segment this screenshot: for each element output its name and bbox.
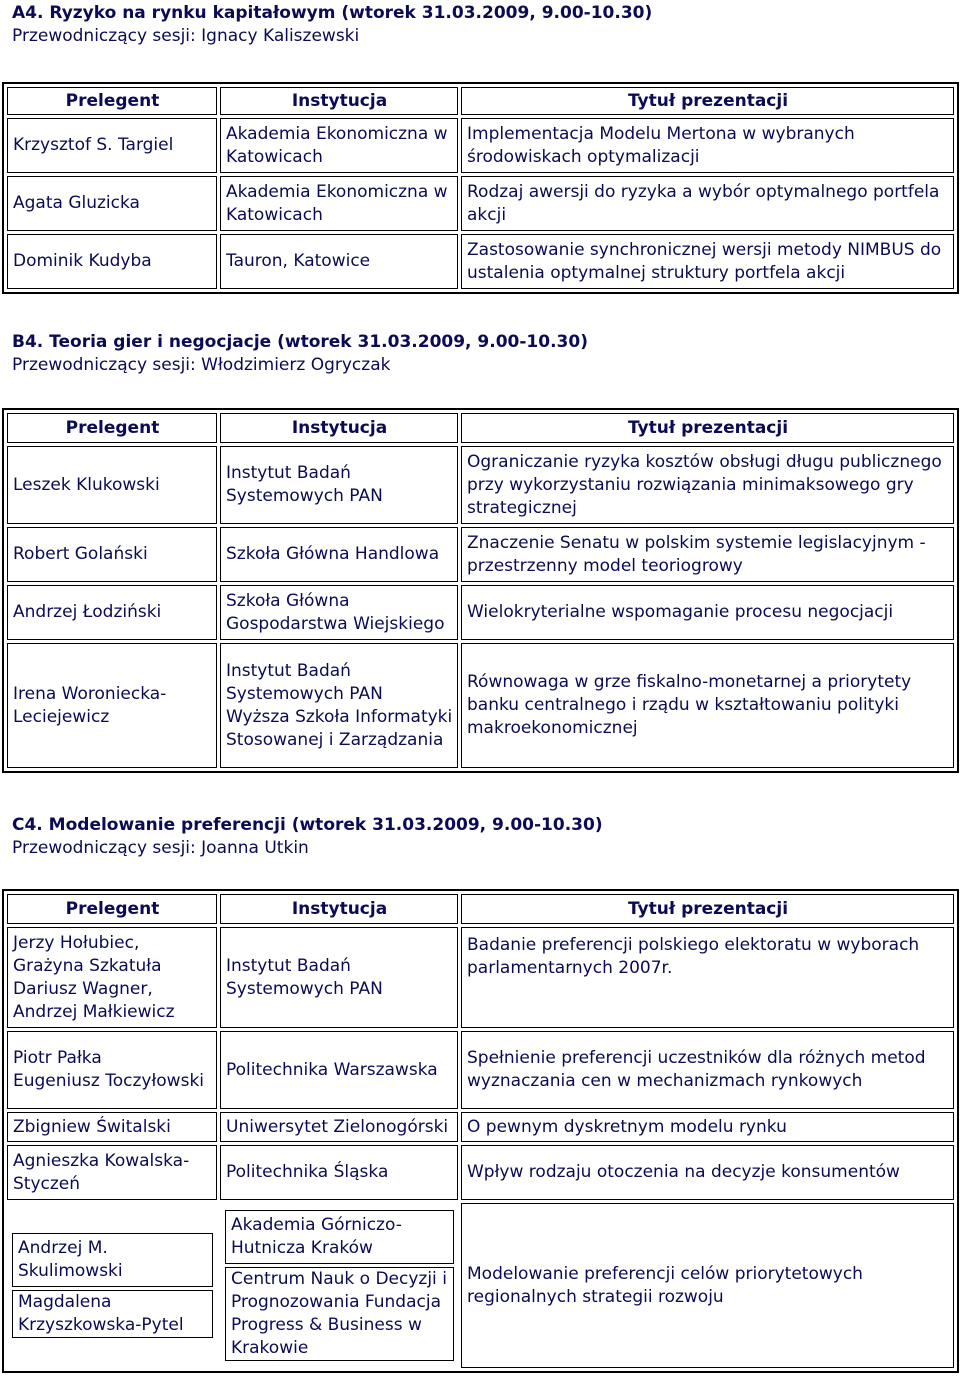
speaker-line: Piotr Pałka: [13, 1048, 102, 1068]
title-cell: Spełnienie preferencji uczestników dla różnych metod wyznaczania cen w mechanizmach rynkowych: [461, 1031, 954, 1109]
institution-cell: [220, 643, 458, 768]
title-cell: Modelowanie preferencji celów priorytetowych regionalnych strategii rozwoju: [461, 1203, 954, 1368]
institution-cell: Instytut Badań Systemowych PAN: [220, 927, 458, 1028]
institution-cell: Uniwersytet Zielonogórski: [220, 1112, 458, 1142]
institution-cell: Politechnika Śląska: [220, 1145, 458, 1200]
title-cell: Rodzaj awersji do ryzyka a wybór optymalnego portfela akcji: [461, 176, 954, 231]
speaker-cell: Andrzej Łodziński: [7, 585, 217, 640]
speaker-cell: Zbigniew Świtalski: [7, 1112, 217, 1142]
speaker-line: Andrzej Małkiewicz: [13, 1001, 175, 1022]
speaker-cell: [7, 1031, 217, 1109]
session-b4-header: [12, 331, 588, 377]
header-institution: Instytucja: [220, 87, 458, 115]
speaker-cell: Dominik Kudyba: [7, 234, 217, 289]
session-chair: Przewodniczący sesji: Włodzimierz Ogryczak: [12, 355, 391, 375]
speaker-cell: Agata Gluzicka: [7, 176, 217, 231]
table-row: [7, 1112, 954, 1142]
institution-line: Wyższa Szkoła Informatyki Stosowanej i Zarządzania: [226, 706, 453, 750]
header-institution: Instytucja: [220, 413, 458, 443]
speaker-line: Eugeniusz Toczyłowski: [13, 1071, 205, 1091]
institution-subcell: Centrum Nauk o Decyzji i Prognozowania Fundacja Progress & Business w Krakowie: [225, 1267, 454, 1361]
session-title: B4. Teoria gier i negocjacje (wtorek 31.03.2009, 9.00-10.30): [12, 332, 588, 352]
institution-cell: Tauron, Katowice: [220, 234, 458, 289]
table-row: [7, 585, 954, 640]
speaker-line: Grażyna Szkatuła: [13, 955, 162, 976]
speaker-subcell: Andrzej M. Skulimowski: [12, 1233, 213, 1287]
institution-cell: Szkoła Główna Gospodarstwa Wiejskiego: [220, 585, 458, 640]
title-cell: Równowaga w grze fiskalno-monetarnej a priorytety banku centralnego i rządu w kształtowaniu polityki makroekonomicznej: [461, 643, 954, 768]
table-row: [7, 118, 954, 173]
speaker-line: Dariusz Wagner,: [13, 978, 153, 999]
table-row: [7, 1145, 954, 1200]
institution-line: Instytut Badań Systemowych PAN: [226, 660, 383, 704]
institution-cell: Akademia Ekonomiczna w Katowicach: [220, 176, 458, 231]
title-cell: Badanie preferencji polskiego elektoratu w wyborach parlamentarnych 2007r.: [461, 927, 954, 1028]
title-cell: Wielokryterialne wspomaganie procesu negocjacji: [461, 585, 954, 640]
speaker-cell: Robert Golański: [7, 527, 217, 582]
speaker-cell: Krzysztof S. Targiel: [7, 118, 217, 173]
session-title: A4. Ryzyko na rynku kapitałowym (wtorek 31.03.2009, 9.00-10.30): [12, 3, 653, 23]
title-cell: Zastosowanie synchronicznej wersji metody NIMBUS do ustalenia optymalnej struktury portfela akcji: [461, 234, 954, 289]
header-speaker: Prelegent: [7, 87, 217, 115]
title-cell: Znaczenie Senatu w polskim systemie legislacyjnym - przestrzenny model teoriogrowy: [461, 527, 954, 582]
speaker-cell: [7, 1203, 217, 1368]
title-cell: Ograniczanie ryzyka kosztów obsługi długu publicznego przy wykorzystaniu rozwiązania minimaksowego gry strategicznej: [461, 446, 954, 524]
speaker-line: Jerzy Hołubiec,: [13, 932, 140, 953]
header-speaker: Prelegent: [7, 413, 217, 443]
table-row: [7, 1203, 954, 1368]
header-institution: Instytucja: [220, 894, 458, 924]
session-c4-header: [12, 814, 603, 860]
header-title: Tytuł prezentacji: [461, 87, 954, 115]
institution-cell: [220, 1203, 458, 1368]
table-row: [7, 234, 954, 289]
table-row: [7, 446, 954, 524]
table-row: [7, 927, 954, 1028]
session-chair: Przewodniczący sesji: Joanna Utkin: [12, 838, 309, 858]
session-title: C4. Modelowanie preferencji (wtorek 31.03.2009, 9.00-10.30): [12, 815, 603, 835]
session-a4-header: [12, 2, 652, 48]
speaker-cell: [7, 927, 217, 1028]
institution-cell: Akademia Ekonomiczna w Katowicach: [220, 118, 458, 173]
speaker-subtable: [12, 1230, 213, 1341]
speaker-cell: Irena Woroniecka-Leciejewicz: [7, 643, 217, 768]
header-speaker: Prelegent: [7, 894, 217, 924]
session-a4-table: [2, 82, 959, 294]
speaker-cell: Leszek Klukowski: [7, 446, 217, 524]
title-cell: O pewnym dyskretnym modelu rynku: [461, 1112, 954, 1142]
institution-cell: Szkoła Główna Handlowa: [220, 527, 458, 582]
table-row: [7, 1031, 954, 1109]
table-row: [7, 527, 954, 582]
session-chair: Przewodniczący sesji: Ignacy Kaliszewski: [12, 26, 360, 46]
table-row: [7, 176, 954, 231]
table-row: [7, 643, 954, 768]
speaker-subcell: Magdalena Krzyszkowska-Pytel: [12, 1290, 213, 1338]
session-c4-table: [2, 889, 959, 1373]
speaker-cell: Agnieszka Kowalska-Styczeń: [7, 1145, 217, 1200]
session-b4-table: [2, 408, 959, 773]
title-cell: Implementacja Modelu Mertona w wybranych środowiskach optymalizacji: [461, 118, 954, 173]
institution-subtable: [225, 1207, 454, 1364]
institution-cell: Politechnika Warszawska: [220, 1031, 458, 1109]
title-cell: Wpływ rodzaju otoczenia na decyzje konsumentów: [461, 1145, 954, 1200]
header-title: Tytuł prezentacji: [461, 894, 954, 924]
institution-cell: Instytut Badań Systemowych PAN: [220, 446, 458, 524]
institution-subcell: Akademia Górniczo-Hutnicza Kraków: [225, 1210, 454, 1264]
header-title: Tytuł prezentacji: [461, 413, 954, 443]
